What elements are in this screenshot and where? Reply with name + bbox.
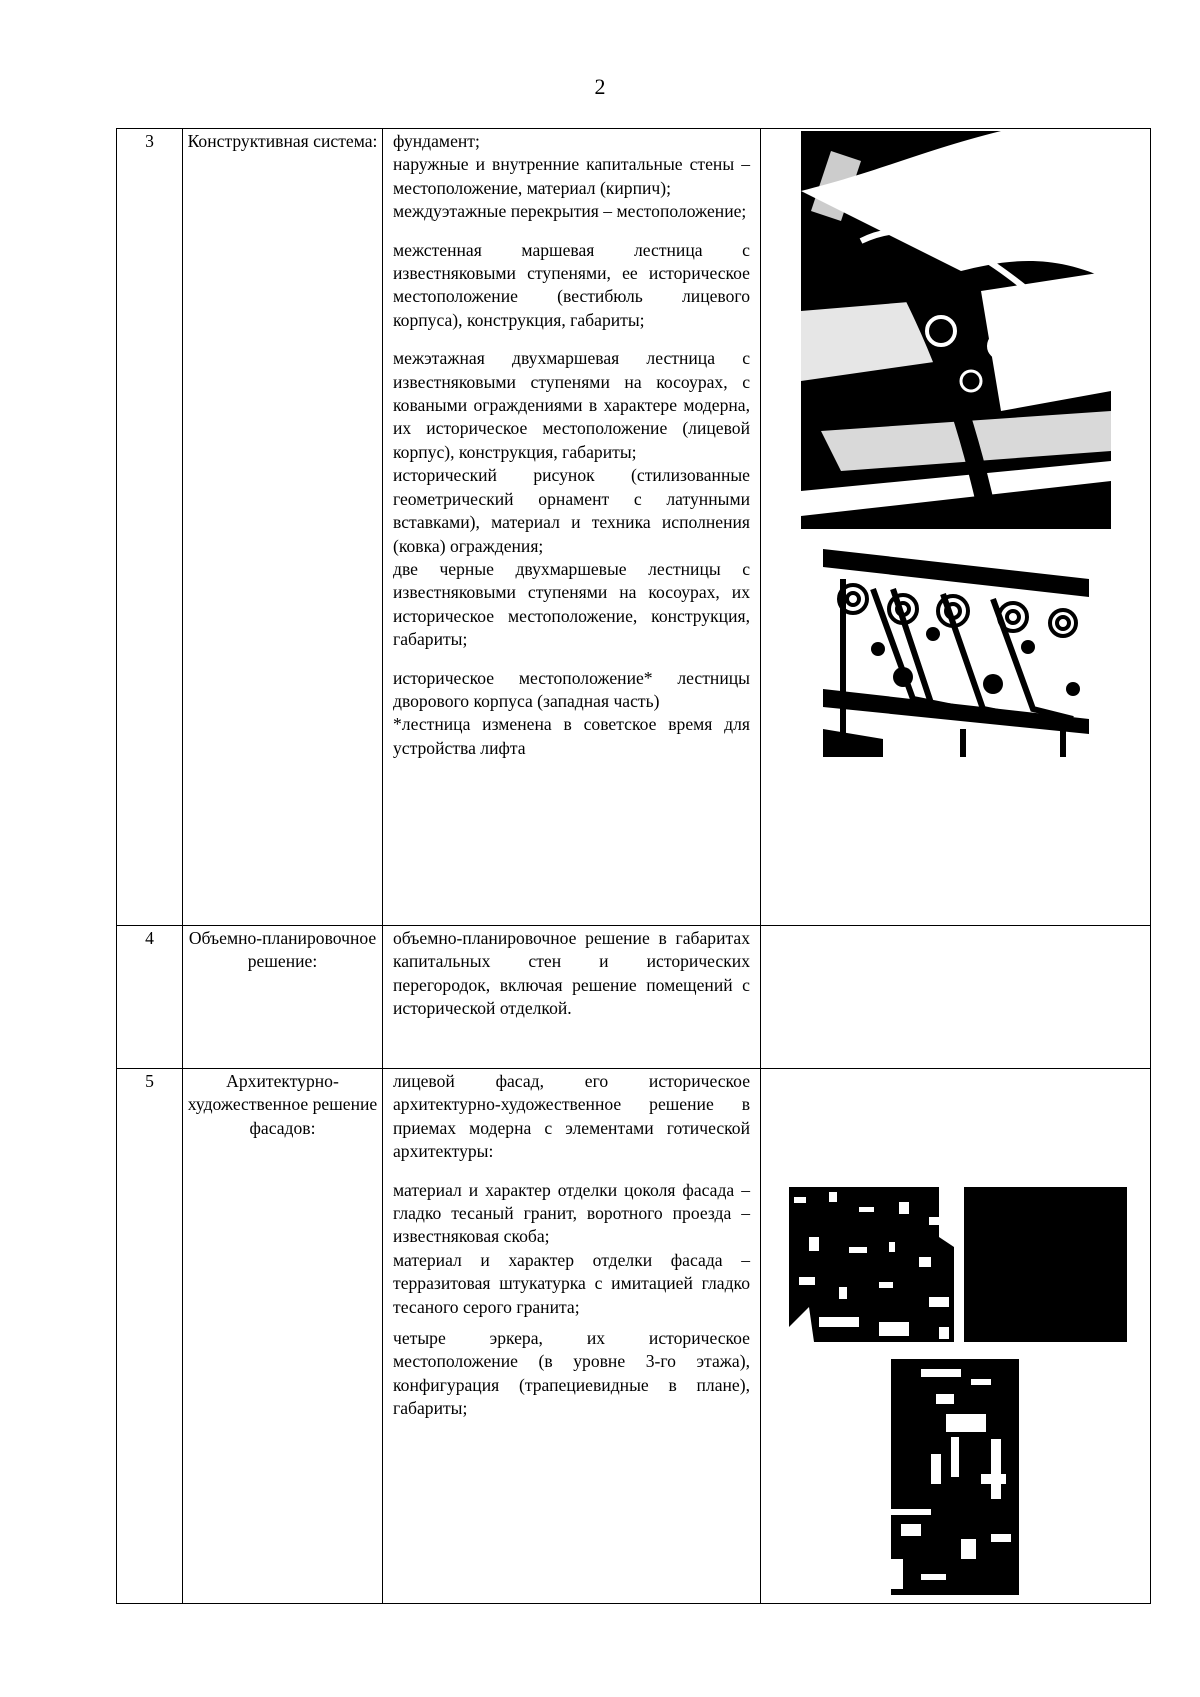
row-number: 5 [117, 1069, 183, 1604]
description-line: историческое местоположение* лестницы дворового корпуса (западная часть) [393, 667, 750, 711]
feature-name: Архитектурно-художественное решение фасадов: [183, 1069, 383, 1604]
row-number: 4 [117, 926, 183, 1069]
feature-description [383, 129, 761, 926]
facade-photo [964, 1187, 1127, 1342]
description-line: материал и характер отделки фасада – терразитовая штукатурка с имитацией гладко тесаного серого гранита; [393, 1249, 750, 1317]
description-line: лицевой фасад, его историческое архитектурно-художественное решение в приемах модерна с элементами готической архитектуры: [393, 1071, 750, 1162]
feature-description [383, 926, 761, 1069]
staircase-photo [801, 131, 1111, 529]
features-table [116, 128, 1151, 1604]
description-line: исторический рисунок (стилизованные геометрический орнамент с латунными вставками), материал и техника исполнения (ковка) ограждения; [393, 465, 750, 556]
description-line: *лестница изменена в советское время для устройства лифта [393, 714, 750, 758]
description-line: межстенная маршевая лестница с известняковыми ступенями, ее историческое местоположение (вестибюль лицевого корпуса), конструкция, габариты; [393, 239, 750, 330]
description-line: межэтажная двухмаршевая лестница с известняковыми ступенями на косоурах, с коваными ограждениями в характере модерна, их историческое местоположение (лицевой корпус), конструкция, габариты; [393, 348, 750, 462]
table-row [117, 926, 1151, 1069]
description-line: четыре эркера, их историческое местоположение (в уровне 3-го этажа), конфигурация (трапециевидные в плане), габариты; [393, 1328, 750, 1419]
table-row [117, 1069, 1151, 1604]
description-line: междуэтажные перекрытия – местоположение; [393, 201, 747, 222]
feature-description [383, 1069, 761, 1604]
description-line: материал и характер отделки цоколя фасада – гладко тесаный гранит, воротного проезда – известняковая скоба; [393, 1179, 750, 1247]
description-line: фундамент; [393, 131, 480, 151]
description-line: наружные и внутренние капитальные стены – местоположение, материал (кирпич); [393, 154, 750, 198]
photo-cell [761, 1069, 1151, 1604]
photo-cell [761, 926, 1151, 1069]
photo-cell [761, 129, 1151, 926]
feature-name: Объемно-планировочное решение: [183, 926, 383, 1069]
row-number: 3 [117, 129, 183, 926]
description-line: две черные двухмаршевые лестницы с известняковыми ступенями на косоурах, их историческое местоположение, конструкция, габариты; [393, 558, 750, 650]
page-number: 2 [594, 74, 606, 99]
plinth-photo [789, 1187, 954, 1342]
railing-photo [823, 549, 1089, 757]
feature-name: Конструктивная система: [183, 129, 383, 926]
oriel-photo [891, 1359, 1019, 1595]
table-row [117, 129, 1151, 926]
description-line: объемно-планировочное решение в габаритах капитальных стен и исторических перегородок, включая решение помещений с исторической отделкой. [393, 928, 750, 1019]
